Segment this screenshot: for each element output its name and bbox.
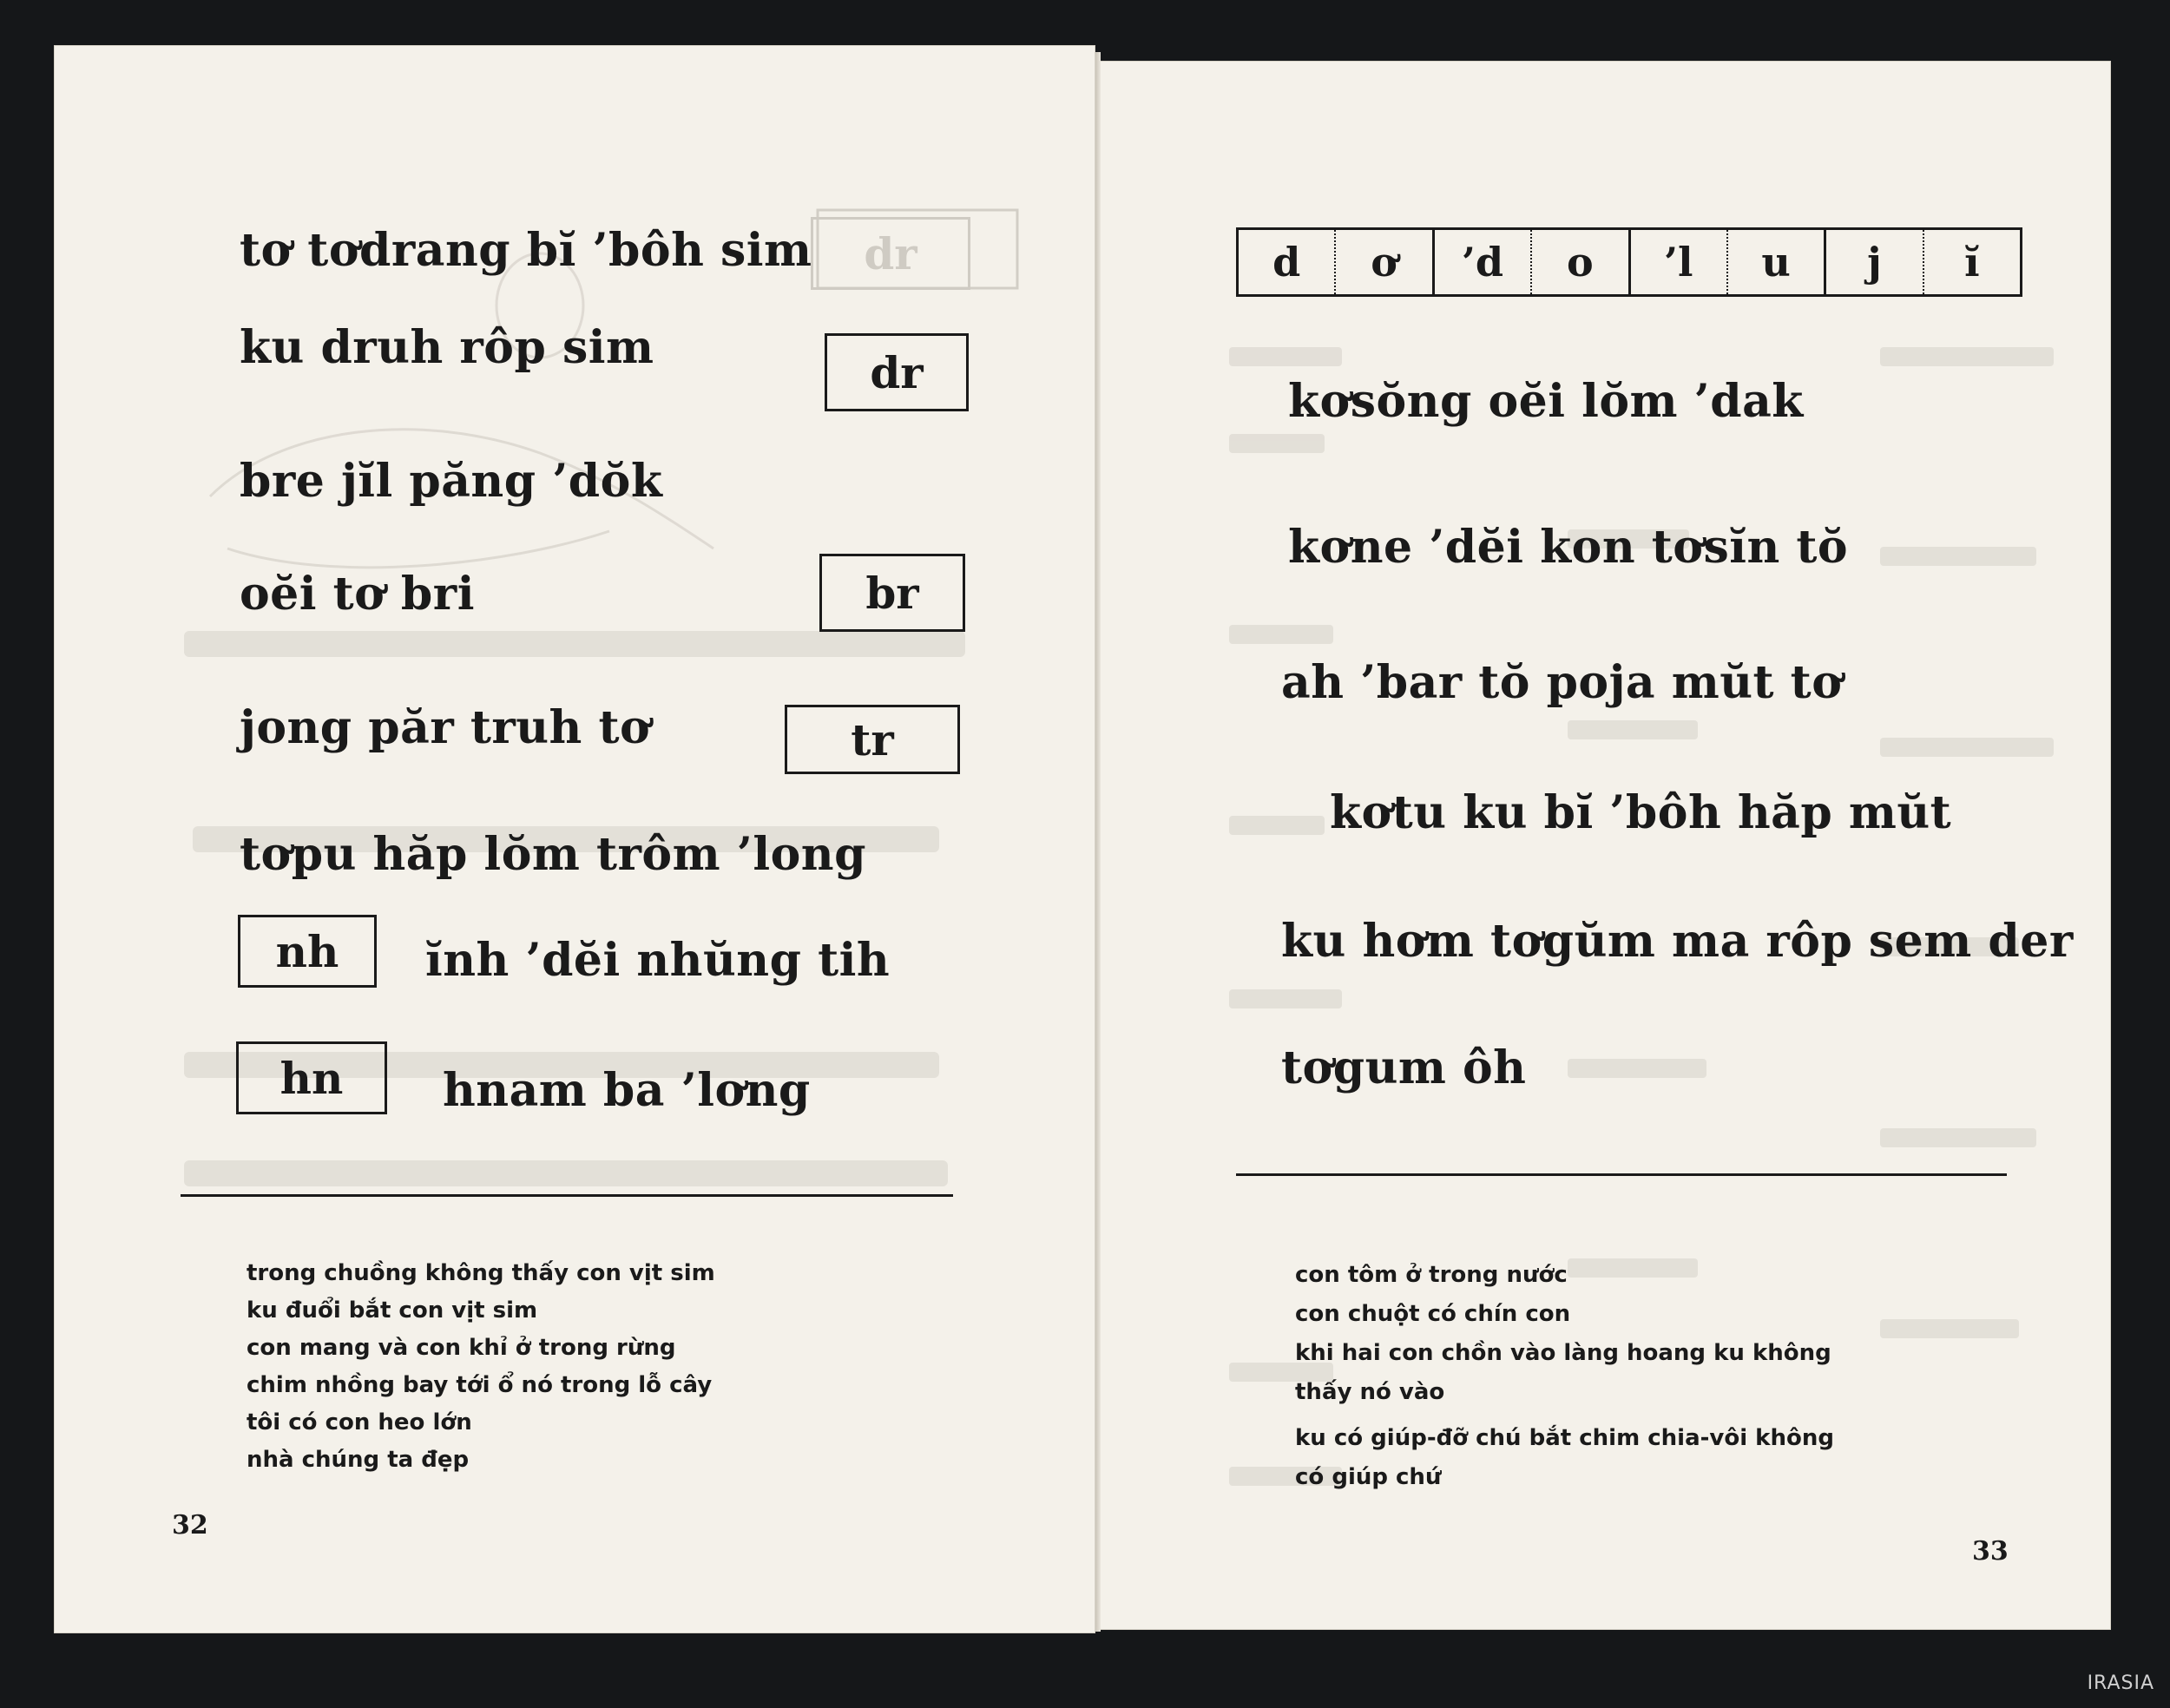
watermark: IRASIA <box>2087 1672 2154 1694</box>
section-rule <box>181 1194 953 1197</box>
reading-line-r6: tơgum ôh <box>1281 1041 1527 1094</box>
strip-cell: j <box>1826 230 1923 294</box>
reading-line-4: oĕi tơ bri <box>240 568 475 621</box>
reading-line-5: jong păr truh tơ <box>240 701 651 754</box>
section-rule-right <box>1236 1173 2007 1176</box>
letter-box-hn: hn <box>236 1041 387 1114</box>
letter-box-tr: tr <box>785 705 960 774</box>
reading-line-r2: kơne ’dĕi kon tơsĭn tŏ <box>1288 521 1849 574</box>
gloss-line-r4: thấy nó vào <box>1295 1379 1445 1405</box>
letter-box-dr-faint: dr <box>811 217 970 290</box>
strip-cell: ’l <box>1631 230 1728 294</box>
strip-cell: d <box>1239 230 1336 294</box>
strip-cell: ơ <box>1336 230 1434 294</box>
gloss-line-6: nhà chúng ta đẹp <box>247 1447 470 1473</box>
letter-box-br: br <box>819 554 965 632</box>
reading-line-7: ĭnh ’dĕi nhŭng tih <box>425 934 891 987</box>
strip-cell: o <box>1532 230 1630 294</box>
page-number-right: 33 <box>1972 1536 2009 1567</box>
gloss-line-r5: ku có giúp-đỡ chú bắt chim chia-vôi không <box>1295 1425 1834 1451</box>
strip-cell: ĭ <box>1964 239 1980 286</box>
gloss-line-r1: con tôm ở trong nước <box>1295 1262 1568 1288</box>
strip-cell: ’d <box>1435 230 1532 294</box>
reading-line-3: bre jĭl păng ’dŏk <box>240 455 663 508</box>
gloss-line-r2: con chuột có chín con <box>1295 1301 1571 1327</box>
reading-line-2: ku druh rôp sim <box>240 321 654 374</box>
gloss-line-3: con mang và con khỉ ở trong rừng <box>247 1335 676 1361</box>
reading-line-r4: kơtu ku bĭ ’bôh hăp mŭt <box>1330 786 1952 839</box>
letter-strip <box>1236 227 2022 297</box>
gloss-line-5: tôi có con heo lớn <box>247 1409 472 1435</box>
reading-line-6: tơpu hăp lŏm trôm ’long <box>240 828 866 881</box>
strip-cell: u <box>1728 230 1826 294</box>
reading-line-r1: kơsŏng oĕi lŏm ’dak <box>1288 375 1804 428</box>
gloss-line-4: chim nhồng bay tới ổ nó trong lỗ cây <box>247 1372 713 1398</box>
gloss-line-r6: có giúp chứ <box>1295 1464 1442 1490</box>
letter-box-nh: nh <box>238 915 377 988</box>
reading-line-8: hnam ba ’lơng <box>443 1064 811 1117</box>
page-number-left: 32 <box>172 1510 208 1540</box>
reading-line-r5: ku hơm tơgŭm ma rôp sem der <box>1281 915 2074 968</box>
gloss-line-1: trong chuồng không thấy con vịt sim <box>247 1260 715 1286</box>
letter-box-dr: dr <box>825 333 969 411</box>
gloss-line-2: ku đuổi bắt con vịt sim <box>247 1297 538 1324</box>
reading-line-r3: ah ’bar tŏ poja mŭt tơ <box>1281 656 1843 709</box>
gloss-line-r3: khi hai con chồn vào làng hoang ku không <box>1295 1340 1831 1366</box>
reading-line-1: tơ tơdrang bĭ ’bôh sim <box>240 224 812 277</box>
